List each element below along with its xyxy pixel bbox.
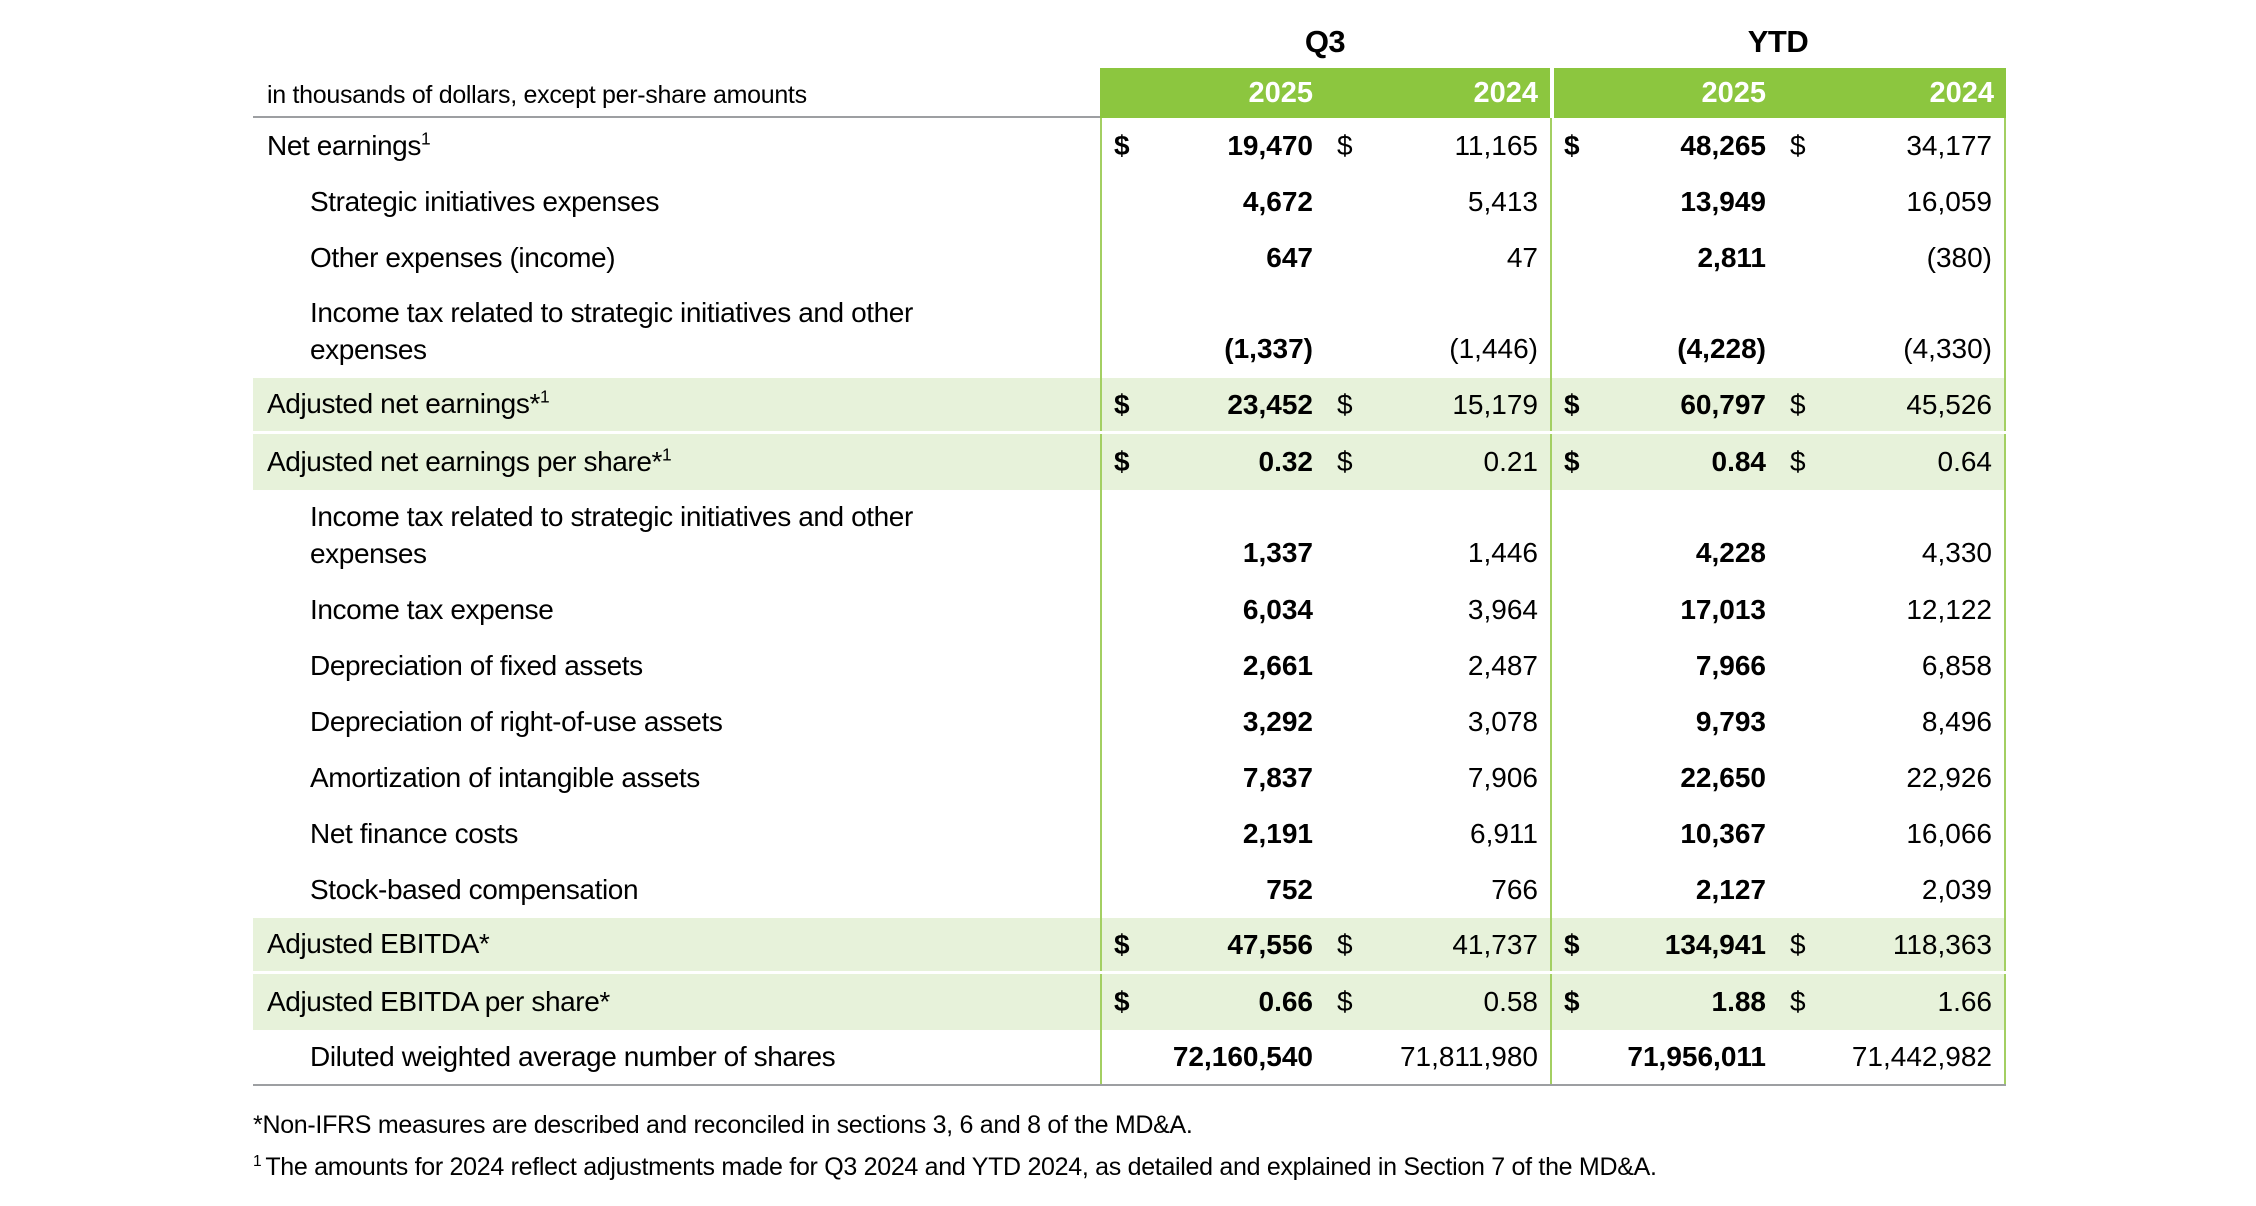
value: 5,413 [1467, 186, 1538, 217]
value: 16,059 [1906, 186, 1992, 217]
value: 6,858 [1921, 650, 1992, 681]
currency-symbol: $ [1337, 928, 1353, 960]
column-group-header-row [253, 22, 2006, 68]
value-cell [1550, 918, 1778, 971]
value-cell [1325, 230, 1550, 286]
value-cell [1325, 118, 1550, 174]
value: 752 [1266, 874, 1313, 905]
value: 0.64 [1937, 446, 1992, 477]
row-label: Strategic initiatives expenses [310, 185, 660, 217]
value-cell [1778, 638, 2006, 694]
row-label: Net finance costs [310, 817, 518, 849]
value-cell [1778, 694, 2006, 750]
footnote-2024-adjustments: $^1$ The amounts for 2024 reflect adjustments made for Q3 2024 and YTD 2024, as detailed and explained in Section 7 of the MD&A. [253, 1152, 1657, 1181]
row-label: Adjusted EBITDA* [267, 928, 490, 960]
currency-symbol: $ [1114, 446, 1130, 477]
value-cell [1778, 862, 2006, 918]
value-cell [1778, 286, 2006, 378]
currency-symbol: $ [1564, 986, 1580, 1017]
value: 71,811,980 [1399, 1041, 1538, 1072]
value-cell [1325, 974, 1550, 1030]
value-cell [1325, 1030, 1550, 1084]
value: 1.66 [1937, 986, 1992, 1017]
currency-symbol: $ [1337, 130, 1353, 161]
value: 3,964 [1467, 594, 1538, 625]
value: 766 [1491, 874, 1538, 905]
currency-symbol: $ [1790, 986, 1806, 1017]
table-row [253, 434, 2006, 490]
value: 6,911 [1470, 818, 1538, 849]
value-cell [1100, 434, 1325, 490]
value-cell [1325, 582, 1550, 638]
table-row [253, 174, 2006, 230]
value: 13,949 [1680, 186, 1766, 217]
row-label: Stock-based compensation [310, 873, 639, 905]
footnote-marker: * [253, 1111, 263, 1139]
value-cell [1325, 918, 1550, 971]
value-cell [1550, 490, 1778, 582]
value-cell [1778, 118, 2006, 174]
value-cell [1550, 806, 1778, 862]
value: 72,160,540 [1172, 1041, 1313, 1072]
row-label: Adjusted net earnings*$^1$ [267, 386, 550, 420]
value: 41,737 [1452, 928, 1538, 960]
value-cell [1100, 974, 1325, 1030]
year-header-row [253, 68, 2006, 118]
value-cell [1778, 806, 2006, 862]
value-cell [1100, 638, 1325, 694]
value: 1.88 [1711, 986, 1766, 1017]
value-cell [1325, 638, 1550, 694]
value: 71,442,982 [1851, 1041, 1992, 1072]
table-row [253, 1030, 2006, 1086]
table-row [253, 286, 2006, 378]
value-cell [1778, 750, 2006, 806]
value: 16,066 [1906, 818, 1992, 849]
value-cell [1550, 1030, 1778, 1084]
row-label: Other expenses (income) [310, 241, 616, 273]
value-cell [1100, 918, 1325, 971]
value: 2,811 [1697, 242, 1766, 273]
value: 48,265 [1680, 130, 1766, 161]
value: 22,650 [1680, 762, 1766, 793]
currency-symbol: $ [1790, 130, 1806, 161]
value-cell [1100, 174, 1325, 230]
value-cell [1550, 434, 1778, 490]
value-cell [1100, 230, 1325, 286]
value: 47 [1506, 242, 1538, 273]
table-row [253, 582, 2006, 638]
value-cell [1325, 490, 1550, 582]
table-row [253, 974, 2006, 1030]
table-row [253, 806, 2006, 862]
value-cell [1100, 582, 1325, 638]
value: 7,966 [1695, 650, 1766, 681]
value: (1,446) [1449, 333, 1538, 364]
value: 7,837 [1242, 762, 1313, 793]
currency-symbol: $ [1564, 928, 1580, 960]
value: 10,367 [1680, 818, 1766, 849]
value: 0.84 [1711, 446, 1766, 477]
value: 23,452 [1227, 388, 1313, 420]
value: 19,470 [1227, 130, 1313, 161]
value: 71,956,011 [1627, 1041, 1766, 1072]
value-cell [1550, 750, 1778, 806]
value-cell [1550, 286, 1778, 378]
value-cell [1778, 974, 2006, 1030]
value-cell [1778, 378, 2006, 431]
value-cell [1550, 582, 1778, 638]
value-cell [1550, 974, 1778, 1030]
currency-symbol: $ [1337, 446, 1353, 477]
value: 8,496 [1921, 706, 1992, 737]
value: 7,906 [1467, 762, 1538, 793]
value-cell [1325, 806, 1550, 862]
year-header-ytd-2025: 2025 [1550, 68, 1778, 118]
row-label: Depreciation of right-of-use assets [310, 705, 723, 737]
value: 647 [1266, 242, 1313, 273]
value-cell [1778, 434, 2006, 490]
value-cell [1325, 434, 1550, 490]
currency-symbol: $ [1114, 928, 1130, 960]
value-cell [1778, 490, 2006, 582]
year-header-q3-2025: 2025 [1100, 68, 1325, 118]
value-cell [1778, 174, 2006, 230]
value: 2,661 [1242, 650, 1313, 681]
year-header-q3-2024: 2024 [1325, 68, 1550, 118]
value: 0.58 [1483, 986, 1538, 1017]
value-cell [1550, 694, 1778, 750]
value-cell [1100, 286, 1325, 378]
value: 2,127 [1695, 874, 1766, 905]
value-cell [1550, 638, 1778, 694]
value-cell [1550, 174, 1778, 230]
row-label: Adjusted net earnings per share*$^1$ [267, 444, 672, 477]
value-cell [1325, 750, 1550, 806]
value: (4,330) [1903, 333, 1992, 364]
value-cell [1325, 694, 1550, 750]
value-cell [1778, 918, 2006, 971]
value: (4,228) [1677, 333, 1766, 364]
value-cell [1778, 230, 2006, 286]
value: 3,292 [1242, 706, 1313, 737]
value-cell [1100, 694, 1325, 750]
value: 1,446 [1467, 537, 1538, 568]
currency-symbol: $ [1564, 446, 1580, 477]
value: (1,337) [1224, 333, 1313, 364]
financial-reconciliation-table [253, 22, 2006, 1188]
value: 47,556 [1227, 928, 1313, 960]
row-label: Adjusted EBITDA per share* [267, 985, 610, 1017]
table-row [253, 862, 2006, 918]
value: 0.21 [1483, 446, 1538, 477]
value: 0.66 [1258, 986, 1313, 1017]
value-cell [1550, 378, 1778, 431]
currency-symbol: $ [1790, 446, 1806, 477]
value: (380) [1926, 242, 1992, 273]
value: 60,797 [1680, 388, 1766, 420]
row-label: Income tax expense [310, 593, 554, 625]
value-cell [1100, 490, 1325, 582]
value: 45,526 [1906, 388, 1992, 420]
row-label: Net earnings$^1$ [267, 128, 431, 161]
table-row [253, 378, 2006, 434]
value: 118,363 [1892, 928, 1992, 960]
year-header-ytd-2024: 2024 [1778, 68, 2006, 118]
value-cell [1100, 378, 1325, 431]
value: 4,228 [1695, 537, 1766, 568]
row-label: Income tax related to strategic initiatives and other expenses [310, 297, 913, 365]
value-cell [1550, 862, 1778, 918]
value: 1,337 [1242, 537, 1313, 568]
value: 22,926 [1906, 762, 1992, 793]
footnote-non-ifrs: *Non-IFRS measures are described and reconciled in sections 3, 6 and 8 of the MD&A. [253, 1111, 1193, 1139]
table-row [253, 638, 2006, 694]
value: 34,177 [1906, 130, 1992, 161]
value-cell [1100, 750, 1325, 806]
value: 0.32 [1258, 446, 1313, 477]
value: 2,039 [1921, 874, 1992, 905]
table-row [253, 918, 2006, 974]
table-row [253, 490, 2006, 582]
footnote-marker: 1 [253, 1152, 262, 1170]
value: 15,179 [1452, 388, 1538, 420]
value-cell [1778, 1030, 2006, 1084]
currency-symbol: $ [1114, 388, 1130, 420]
value: 9,793 [1695, 706, 1766, 737]
value-cell [1100, 118, 1325, 174]
unit-note: in thousands of dollars, except per-share amounts [253, 68, 1100, 118]
footnotes [253, 1104, 2006, 1188]
value-cell [1778, 582, 2006, 638]
value-cell [1100, 1030, 1325, 1084]
value: 11,165 [1454, 130, 1538, 161]
column-group-q3: Q3 [1304, 24, 1346, 59]
value-cell [1100, 862, 1325, 918]
currency-symbol: $ [1564, 130, 1580, 161]
value: 134,941 [1664, 928, 1766, 960]
value-cell [1325, 378, 1550, 431]
value: 4,330 [1921, 537, 1992, 568]
currency-symbol: $ [1790, 928, 1806, 960]
value-cell [1325, 174, 1550, 230]
value-cell [1325, 286, 1550, 378]
currency-symbol: $ [1114, 130, 1130, 161]
value: 12,122 [1906, 594, 1992, 625]
value: 3,078 [1467, 706, 1538, 737]
currency-symbol: $ [1114, 986, 1130, 1017]
value-cell [1550, 230, 1778, 286]
row-label: Income tax related to strategic initiatives and other expenses [310, 501, 913, 569]
currency-symbol: $ [1337, 388, 1353, 420]
row-label: Depreciation of fixed assets [310, 649, 643, 681]
value: 2,191 [1242, 818, 1313, 849]
table-body [253, 118, 2006, 1086]
currency-symbol: $ [1564, 388, 1580, 420]
row-label: Diluted weighted average number of shares [310, 1040, 836, 1072]
row-label: Amortization of intangible assets [310, 761, 700, 793]
table-row [253, 118, 2006, 174]
table-row [253, 750, 2006, 806]
table-row [253, 694, 2006, 750]
currency-symbol: $ [1790, 388, 1806, 420]
value-cell [1550, 118, 1778, 174]
currency-symbol: $ [1337, 986, 1353, 1017]
value-cell [1325, 862, 1550, 918]
column-group-ytd: YTD [1747, 24, 1809, 59]
value: 17,013 [1680, 594, 1766, 625]
value: 6,034 [1242, 594, 1313, 625]
value-cell [1100, 806, 1325, 862]
value: 4,672 [1242, 186, 1313, 217]
table-row [253, 230, 2006, 286]
value: 2,487 [1467, 650, 1538, 681]
